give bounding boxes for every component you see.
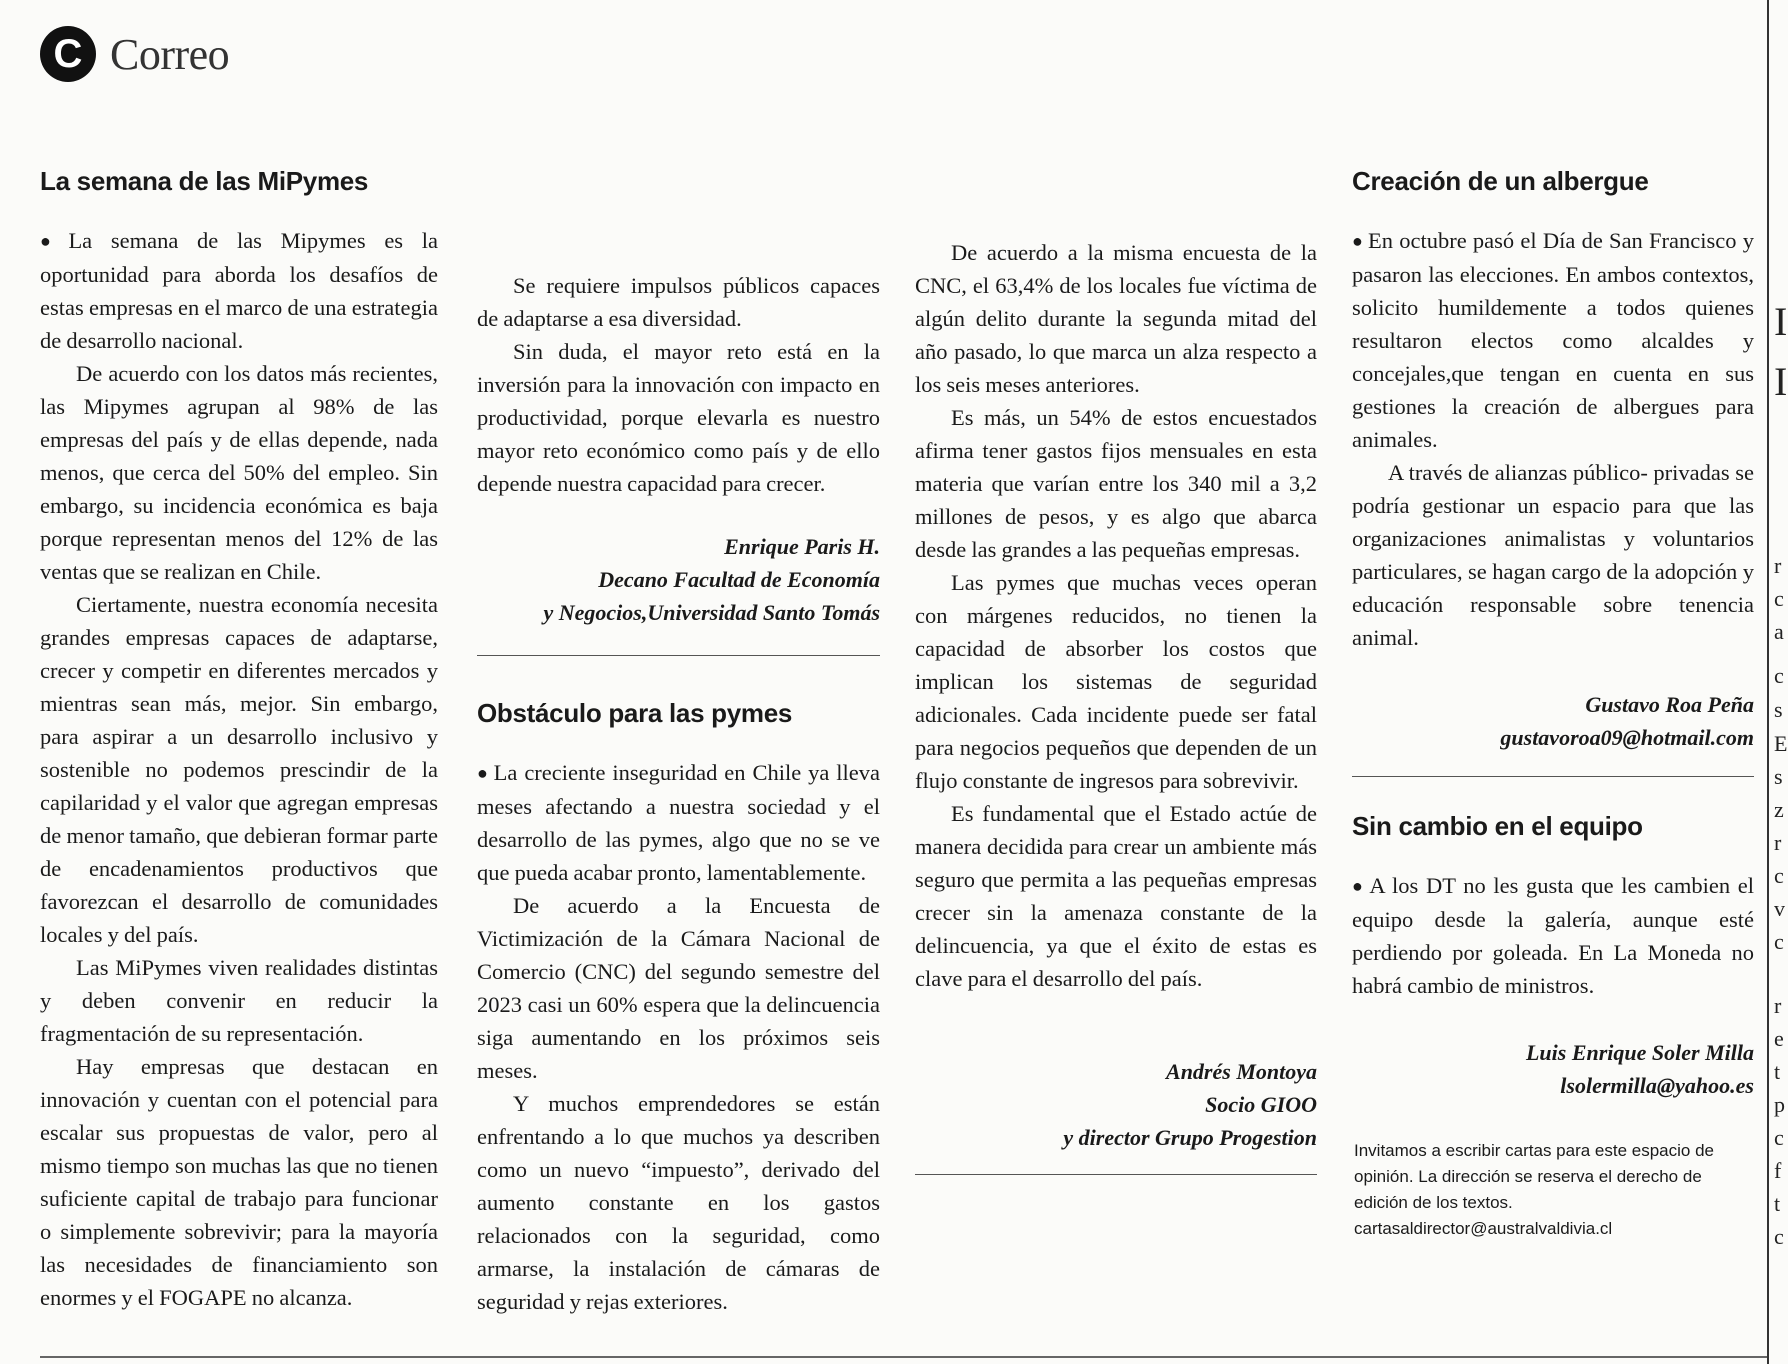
signature-name: Luis Enrique Soler Milla — [1525, 1040, 1754, 1065]
edge-glyph: z — [1774, 797, 1784, 822]
edge-glyph: f — [1774, 1158, 1782, 1183]
edge-glyph: a — [1774, 619, 1784, 644]
letter-2-paragraph: Es más, un 54% de estos encuestados afirma tener gastos fijos mensuales en esta materia que varían entre los 340 mil a 3,2 millones de pesos, y es algo que abarca desde las grandes a las pequeñas empresas. — [915, 405, 1317, 562]
edge-glyph: E — [1774, 731, 1788, 756]
letter-2-paragraph: De acuerdo a la misma encuesta de la CNC, el 63,4% de los locales fue víctima de algún delito durante la segunda mitad del año pasado, lo que marca un alza respecto a los seis meses anteriores. — [915, 240, 1317, 397]
edge-glyph: c — [1774, 586, 1784, 611]
column-1 — [40, 162, 438, 1314]
letter-1-paragraph: Las MiPymes viven realidades distintas y deben convenir en reducir la fragmentación de su representación. — [40, 955, 438, 1046]
bullet-icon: ● — [1352, 231, 1364, 251]
letter-2-paragraph: Y muchos emprendedores se están enfrentando a lo que muchos ya describen como un nuevo “impuesto”, derivado del aumento constante en los gastos relacionados con la seguridad, como armarse, la instalación de cámaras de seguridad y rejas exteriores. — [477, 1091, 880, 1314]
edge-glyph: c — [1774, 663, 1784, 688]
letter-4-signature — [1352, 1036, 1754, 1102]
edge-glyph: r — [1774, 553, 1782, 578]
column-rule — [1767, 0, 1769, 1364]
letter-3-paragraph: ● En octubre pasó el Día de San Francisco y pasaron las elecciones. En ambos contextos, solicito humildemente a todos quienes resultaron electos como alcaldes y concejales,que tengan en cuenta en sus gestiones la creación de albergues para animales. — [1352, 228, 1754, 452]
signature-email: lsolermilla@yahoo.es — [1560, 1073, 1754, 1098]
edge-glyph: t — [1774, 1191, 1781, 1216]
edge-glyph: v — [1774, 896, 1785, 921]
bullet-icon: ● — [40, 231, 65, 251]
edge-glyph: I — [1774, 299, 1788, 344]
edge-glyph: p — [1774, 1092, 1785, 1117]
letter-3-title: Creación de un albergue — [1352, 166, 1649, 196]
letter-3-paragraph: A través de alianzas público- privadas se podría gestionar un espacio para que las organizaciones animalistas y voluntarios particulares, se hagan cargo de la adopción y educación responsable sobre tenencia animal. — [1352, 460, 1754, 650]
edge-glyph: c — [1774, 1224, 1784, 1249]
edge-glyph: c — [1774, 929, 1784, 954]
edge-glyph: r — [1774, 993, 1782, 1018]
signature-affiliation: y director Grupo Progestion — [1063, 1125, 1317, 1150]
letter-2-paragraph: Las pymes que muchas veces operan con márgenes reducidos, no tienen la capacidad de absorber los costos que implican los sistemas de seguridad adicionales. Cada incidente puede ser fatal para negocios pequeños que dependen de un flujo constante de ingresos para sobrevivir. — [915, 570, 1317, 793]
letter-2-paragraph: ● La creciente inseguridad en Chile ya lleva meses afectando a nuestra sociedad y el desarrollo de las pymes, algo que no se ve que pueda acabar pronto, lamentablemente. — [477, 760, 881, 885]
column-4 — [1352, 162, 1754, 1242]
letter-1-paragraph: Ciertamente, nuestra economía necesita grandes empresas capaces de adaptarse, crecer y competir en diferentes mercados y mientras sean más, mejor. Sin embargo, para aspirar a un desarrollo inclusivo y sostenible no podemos prescindir de la capilaridad y el valor que agregan empresas de menor tamaño, que debieran formar parte de encadenamientos productivos que favorezcan el desarrollo de comunidades locales y del país. — [40, 592, 438, 947]
signature-affiliation: y Negocios,Universidad Santo Tomás — [543, 600, 880, 625]
column-3 — [915, 170, 1317, 1175]
signature-email: gustavoroa09@hotmail.com — [1500, 725, 1754, 750]
letter-2-title: Obstáculo para las pymes — [477, 698, 793, 728]
page-bottom-rule — [40, 1356, 1767, 1358]
letter-2-signature — [915, 1055, 1317, 1154]
notice-text: Invitamos a escribir cartas para este espacio de opinión. La dirección se reserva el derecho de edición de los textos. — [1354, 1141, 1715, 1212]
section-header — [40, 26, 229, 82]
letter-1-signature — [477, 530, 880, 629]
signature-name: Gustavo Roa Peña — [1585, 692, 1754, 717]
edge-glyph: s — [1774, 764, 1783, 789]
bullet-icon: ● — [1352, 876, 1366, 896]
adjacent-page-edge — [1774, 0, 1788, 1364]
edge-glyph: r — [1774, 830, 1782, 855]
signature-name: Andrés Montoya — [1166, 1059, 1317, 1084]
notice-email: cartasaldirector@australvaldivia.cl — [1354, 1219, 1613, 1238]
edge-glyph: c — [1774, 1125, 1784, 1150]
letter-4-title: Sin cambio en el equipo — [1352, 811, 1643, 841]
letter-1-paragraph: Sin duda, el mayor reto está en la inversión para la innovación con impacto en productividad, porque elevarla es nuestro mayor reto económico como país y de ello depende nuestra capacidad para crecer. — [477, 339, 880, 496]
edge-glyph: I — [1774, 359, 1788, 404]
edge-glyph: t — [1774, 1059, 1781, 1084]
edge-glyph: s — [1774, 697, 1783, 722]
bullet-icon: ● — [477, 763, 490, 783]
letter-2-paragraph: De acuerdo a la Encuesta de Victimización de la Cámara Nacional de Comercio (CNC) del segundo semestre del 2023 casi un 60% espera que la delincuencia siga aumentando en los próximos seis meses. — [477, 893, 880, 1083]
section-title: Correo — [110, 29, 230, 79]
column-2 — [477, 170, 880, 1318]
edge-glyph: e — [1774, 1026, 1784, 1051]
letter-3-signature — [1352, 688, 1754, 754]
letter-4-paragraph: ● A los DT no les gusta que les cambien el equipo desde la galería, aunque esté perdiendo por goleada. En La Moneda no habrá cambio de ministros. — [1352, 873, 1754, 998]
letter-1-title: La semana de las MiPymes — [40, 166, 369, 196]
letter-1-paragraph: De acuerdo con los datos más recientes, las Mipymes agrupan al 98% de las empresas del país y de ellas depende, nada menos, que cerca del 50% del empleo. Sin embargo, su incidencia económica es baja porque representan menos del 12% de las ventas que se realizan en Chile. — [40, 361, 438, 584]
signature-role: Decano Facultad de Economía — [598, 567, 880, 592]
signature-role: Socio GIOO — [1205, 1092, 1317, 1117]
letter-1-paragraph: Se requiere impulsos públicos capaces de adaptarse a esa diversidad. — [477, 273, 880, 331]
edge-glyph: c — [1774, 863, 1784, 888]
submission-notice — [1354, 1138, 1754, 1242]
letter-1-paragraph: Hay empresas que destacan en innovación y cuentan con el potencial para escalar sus propuestas de valor, pero al mismo tiempo son muchas las que no tienen suficiente capital de trabajo para funcionar o simplemente sobrevivir; para la mayoría las necesidades de financiamiento son enormes y el FOGAPE no alcanza. — [40, 1054, 438, 1310]
section-badge: C — [40, 26, 96, 82]
letter-2-paragraph: Es fundamental que el Estado actúe de manera decidida para crear un ambiente más seguro que permita a las pequeñas empresas crecer sin la amenaza constante de la delincuencia, ya que el éxito de estas es clave para el desarrollo del país. — [915, 801, 1317, 991]
letter-1-paragraph: ● La semana de las Mipymes es la oportunidad para aborda los desafíos de estas empresas en el marco de una estrategia de desarrollo nacional. — [40, 228, 438, 353]
signature-name: Enrique Paris H. — [724, 534, 880, 559]
divider — [915, 1174, 1317, 1175]
